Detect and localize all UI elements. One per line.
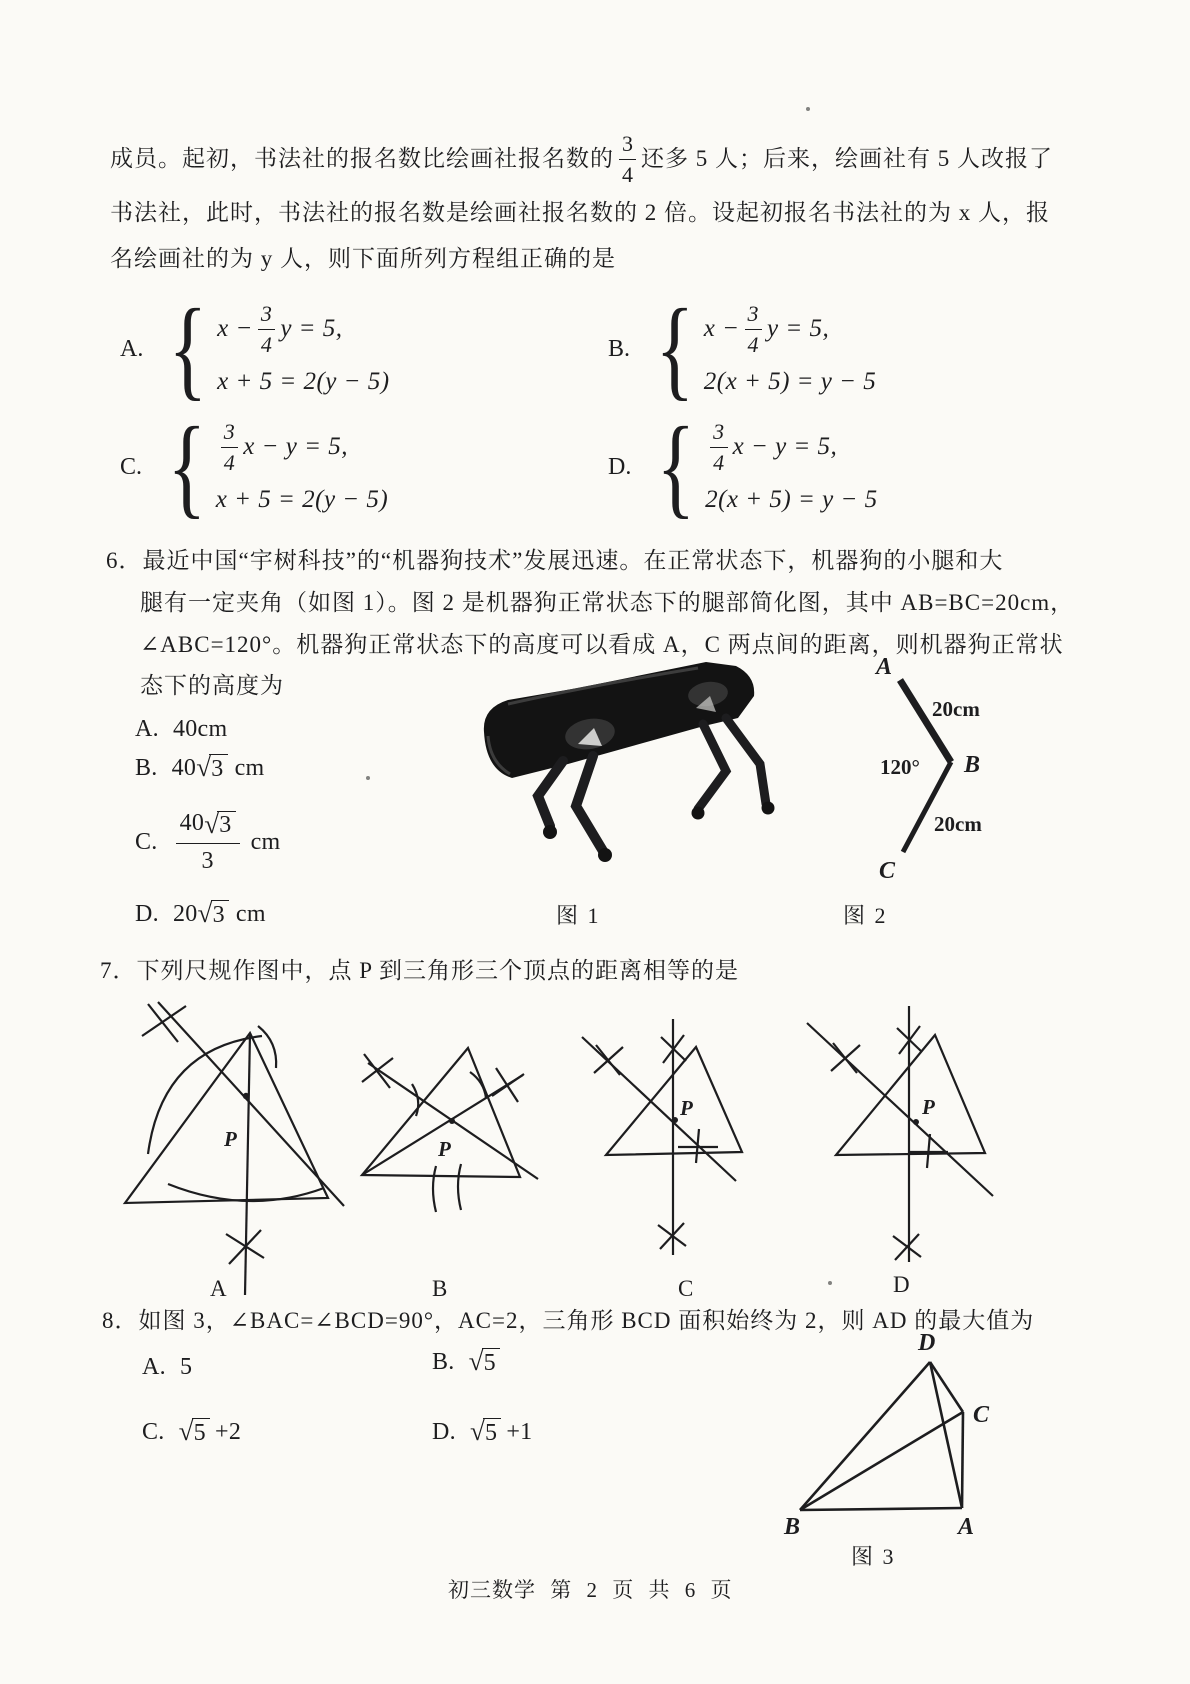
equation-column xyxy=(705,418,878,514)
construction-c-lines xyxy=(582,1019,742,1255)
option-label: C. xyxy=(142,1419,165,1445)
option-label: D. xyxy=(432,1419,456,1445)
system-brace xyxy=(168,418,207,517)
q7-label-a: A xyxy=(210,1276,227,1301)
scan-speck xyxy=(828,1281,832,1285)
construction-figure-d xyxy=(793,996,1003,1268)
point-p-dot xyxy=(243,1093,249,1099)
page-footer: 初三数学 第 2 页 共 6 页 xyxy=(448,1578,733,1602)
q8-option-c xyxy=(142,1418,241,1447)
construction-figure-c xyxy=(578,1003,763,1261)
tick-arc xyxy=(458,1164,461,1210)
square-root: √ 5 xyxy=(179,1418,210,1447)
square-root: √ 3 xyxy=(196,754,227,783)
q5-line1-post: 还多 5 人；后来，绘画社有 5 人改报了 xyxy=(641,146,1053,172)
point-p-label: P xyxy=(224,1127,237,1151)
suffix: +1 xyxy=(506,1419,533,1445)
point-b-label: B xyxy=(964,752,981,778)
system-brace xyxy=(656,300,695,399)
equation-2: x + 5 = 2(y − 5) xyxy=(217,367,390,395)
q6-option-c xyxy=(135,804,281,880)
q8-text: 8．如图 3，∠BAC=∠BCD=90°，AC=2，三角形 BCD 面积始终为 2，则 AD 的最大值为 xyxy=(102,1308,1035,1333)
point-c-label: C xyxy=(879,858,896,884)
eq1-post: y = 5, xyxy=(280,315,343,342)
equation-1 xyxy=(216,418,388,475)
fraction: $\frac{3}{4}$ xyxy=(221,421,239,474)
q6-text-line3: ∠ABC=120°。机器狗正常状态下的高度可以看成 A，C 两点间的距离，则机器狗正常状 xyxy=(140,632,1064,657)
suffix: +2 xyxy=(214,1419,242,1445)
equation-column xyxy=(703,300,877,396)
q6-option-b xyxy=(135,754,265,783)
point-c-label: C xyxy=(973,1402,990,1428)
square-root: √ 5 xyxy=(469,1348,500,1377)
fraction: $\frac{3}{4}$ xyxy=(745,303,763,356)
point-a-label: A xyxy=(876,654,893,680)
point-p-label: P xyxy=(438,1137,451,1161)
q8-option-d xyxy=(432,1418,532,1447)
unit: cm xyxy=(250,828,281,855)
q7-label-b: B xyxy=(432,1276,448,1301)
point-p-dot xyxy=(913,1119,919,1125)
angle-label: 120° xyxy=(880,755,920,779)
eq1-post: y = 5, xyxy=(767,315,830,342)
option-value: 5 xyxy=(179,1354,193,1380)
equation-2: 2(x + 5) = y − 5 xyxy=(703,367,877,395)
scan-speck xyxy=(806,107,810,111)
figure3-quadrilateral xyxy=(768,1330,998,1540)
square-root: √ 5 xyxy=(470,1418,501,1447)
vertical-construction-line xyxy=(245,1033,250,1295)
scan-speck xyxy=(366,776,370,780)
construction-figure-a xyxy=(112,996,347,1298)
option-label: B. xyxy=(135,755,158,781)
q5-line1-pre: 成员。起初，书法社的报名数比绘画社报名数的 xyxy=(110,146,614,172)
option-label: D. xyxy=(608,453,632,480)
eq1-post: x − y = 5, xyxy=(732,433,838,460)
unit: cm xyxy=(235,901,266,927)
coefficient: 40 xyxy=(171,755,197,781)
option-label: B. xyxy=(432,1349,455,1375)
q5-paragraph-line2: 书法社，此时，书法社的报名数是绘画社报名数的 2 倍。设起初报名书法社的为 x 人，报 xyxy=(110,200,1050,225)
option-value: 40cm xyxy=(172,716,228,742)
denominator: 3 xyxy=(176,843,240,873)
figure1-caption: 图 1 xyxy=(556,903,601,928)
equation-2: 2(x + 5) = y − 5 xyxy=(705,485,878,513)
point-p-label: P xyxy=(922,1095,935,1119)
q5-option-a xyxy=(120,288,390,410)
q5-option-c xyxy=(120,406,388,528)
square-root: √ 3 xyxy=(204,811,235,838)
ab-length-label: 20cm xyxy=(932,697,980,721)
option-label: A. xyxy=(142,1354,166,1380)
point-p-dot xyxy=(672,1117,678,1123)
q8-option-a xyxy=(142,1354,192,1381)
point-p-dot xyxy=(449,1118,455,1124)
point-p-label: P xyxy=(680,1096,693,1120)
q6-option-d xyxy=(135,900,266,929)
q8-option-b xyxy=(432,1348,500,1377)
triangle xyxy=(836,1035,985,1155)
option-label: B. xyxy=(608,335,631,362)
q6-option-a xyxy=(135,716,227,743)
point-d-label: D xyxy=(918,1330,936,1356)
option-label: D. xyxy=(135,901,159,927)
q7-text: 7．下列尺规作图中，点 P 到三角形三个顶点的距离相等的是 xyxy=(100,958,739,983)
robot-dog-photo xyxy=(468,646,788,868)
equation-1 xyxy=(703,300,876,357)
fraction: $\frac{3}{4}$ xyxy=(258,303,276,356)
robot-dog-silhouette xyxy=(484,662,775,862)
equation-1 xyxy=(705,418,877,475)
q5-paragraph-line3: 名绘画社的为 y 人，则下面所列方程组正确的是 xyxy=(110,246,616,271)
option-label: A. xyxy=(120,335,144,362)
unit: cm xyxy=(234,755,265,781)
tick-arc xyxy=(433,1166,436,1212)
option-label: A. xyxy=(135,716,159,742)
q5-option-d xyxy=(608,406,878,528)
point-a-label: A xyxy=(958,1514,975,1540)
equation-2: x + 5 = 2(y − 5) xyxy=(215,485,389,513)
figure3-edges xyxy=(800,1362,963,1510)
figure2-leg-diagram xyxy=(852,612,1017,897)
q7-label-d: D xyxy=(893,1272,910,1297)
q5-option-b xyxy=(608,288,876,410)
coefficient: 20 xyxy=(172,901,198,927)
equation-1 xyxy=(217,300,389,357)
diagonal-construction-line xyxy=(807,1023,993,1196)
fraction: $\frac{3}{4}$ xyxy=(710,421,728,474)
equation-column xyxy=(217,300,390,396)
construction-figure-b xyxy=(348,1030,563,1222)
q6-text-line2: 腿有一定夹角（如图 1）。图 2 是机器狗正常状态下的腿部简化图，其中 AB=BC=20cm， xyxy=(140,590,1075,615)
eq1-pre: x − xyxy=(703,315,740,342)
system-brace xyxy=(657,418,696,517)
figure2-caption: 图 2 xyxy=(843,903,888,928)
system-brace xyxy=(169,300,208,399)
q5-paragraph-line1 xyxy=(110,126,1053,192)
option-label: C. xyxy=(135,828,158,855)
point-b-label: B xyxy=(784,1514,801,1540)
square-root: √ 3 xyxy=(198,900,229,929)
construction-d-lines xyxy=(807,1006,993,1262)
coefficient: 40 xyxy=(179,810,205,837)
construction-b-lines xyxy=(362,1048,538,1212)
figure3-caption: 图 3 xyxy=(851,1544,896,1569)
q6-text-line4: 态下的高度为 xyxy=(140,673,284,698)
eq1-pre: x − xyxy=(217,315,253,342)
eq1-post: x − y = 5, xyxy=(243,433,348,460)
fraction-three-quarters: $\frac{3}{4}$ xyxy=(619,133,636,186)
bc-length-label: 20cm xyxy=(934,812,982,836)
diagonal-construction-line xyxy=(582,1037,736,1181)
q6-text-line1: 6．最近中国“宇树科技”的“机器狗技术”发展迅速。在正常状态下，机器狗的小腿和大 xyxy=(106,548,1004,573)
compass-arc xyxy=(258,1026,276,1068)
option-label: C. xyxy=(120,453,143,480)
fraction xyxy=(176,811,240,873)
q7-label-c: C xyxy=(678,1276,694,1301)
equation-column xyxy=(215,418,389,514)
